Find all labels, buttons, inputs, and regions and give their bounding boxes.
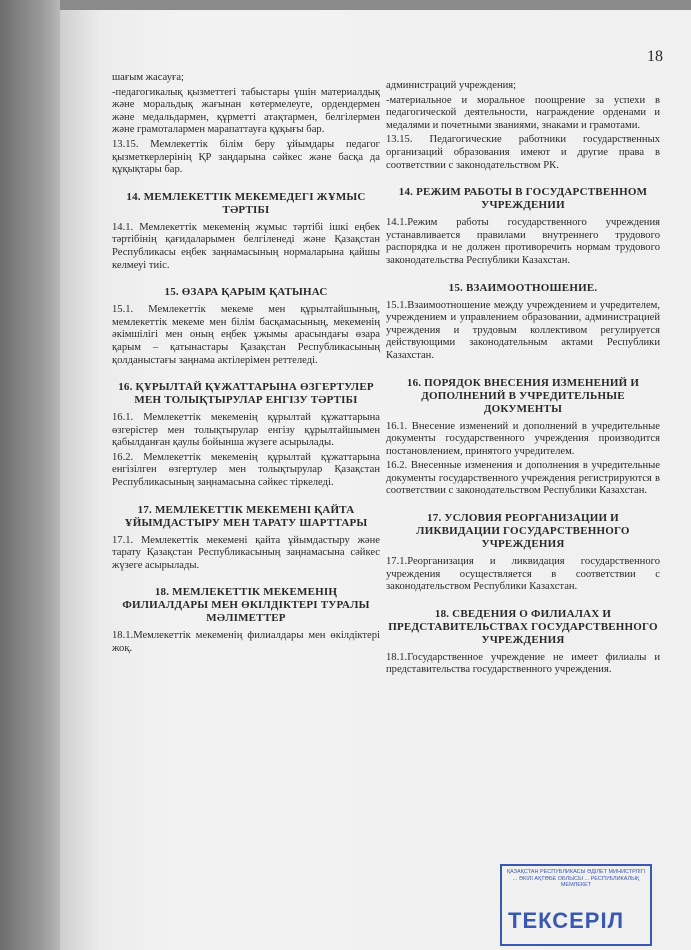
verification-stamp	[500, 864, 652, 946]
paragraph: 15.1. Мемлекеттік мекеме мен құрылтайшының, мемлекеттік мекеме мен білім басқамасының, мекеменің әкімшілігі мен оның еңбек ұжымы арасындағы өзара қарым – қатынастары Қазақстан Республикасының қолданыстағы заңнама актілерімен реттеледі.	[112, 304, 380, 366]
book-spine-shadow	[0, 0, 60, 950]
paragraph: -материальное и моральное поощрение за успехи в педагогической деятельности, награждение орденами и медалями и почетными званиями, знаками и грамотами.	[386, 94, 660, 131]
paragraph: 15.1.Взаимоотношение между учреждением и учредителем, учреждением и управлением образовании, администрацией учреждения и трудовым коллективом регулируется действующими законодательным актами Республики Казахстан.	[386, 299, 660, 361]
paragraph: 17.1. Мемлекеттік мекемені қайта ұйымдастыру және тарату Қазақстан Республикасының заңнамасына сәйкес жүзеге асырылады.	[112, 534, 380, 571]
section-heading: 18. СВЕДЕНИЯ О ФИЛИАЛАХ И ПРЕДСТАВИТЕЛЬСТВАХ ГОСУДАРСТВЕННОГО УЧРЕЖДЕНИЯ	[388, 607, 658, 646]
section-heading: 16. ҚҰРЫЛТАЙ ҚҰЖАТТАРЫНА ӨЗГЕРТУЛЕР МЕН ТОЛЫҚТЫРУЛАР ЕНГІЗУ ТӘРТІБІ	[118, 381, 374, 407]
paragraph: 16.2. Мемлекеттік мекеменің құрылтай құжаттарына енгізілген өзгертулер мен толықтырулар Қазақстан Республикасының заңнамасына сәйкес тіркеледі.	[112, 451, 380, 489]
section-heading: 18. МЕМЛЕКЕТТІК МЕКЕМЕНІҢ ФИЛИАЛДАРЫ МЕН ӨКІЛДІКТЕРІ ТУРАЛЫ МӘЛІМЕТТЕР	[122, 586, 370, 625]
paragraph: шағым жасауға;	[112, 72, 184, 83]
section-heading: 16. ПОРЯДОК ВНЕСЕНИЯ ИЗМЕНЕНИЙ И ДОПОЛНЕНИЙ В УЧРЕДИТЕЛЬНЫЕ ДОКУМЕНТЫ	[406, 376, 640, 415]
section-heading: 15. ӨЗАРА ҚАРЫМ ҚАТЫНАС	[164, 286, 328, 299]
paragraph: 18.1.Мемлекеттік мекеменің филиалдары мен өкілдіктері жоқ.	[112, 630, 380, 655]
page-number: 18	[647, 48, 663, 65]
section-heading: 14. МЕМЛЕКЕТТІК МЕКЕМЕДЕГІ ЖҰМЫС ТӘРТІБІ	[126, 190, 366, 216]
kazakh-column	[112, 72, 380, 658]
paragraph: 16.1. Мемлекеттік мекеменің құрылтай құжаттарына өзгерістер мен толықтырулар енгізу құрылтайшымен қабылданған қаулы бойынша жүзеге асырылады.	[112, 412, 380, 449]
paragraph: 17.1.Реорганизация и ликвидация государственного учреждения осуществляется в соответствии с законодательством Республики Казахстан.	[386, 556, 660, 593]
section-heading: 17. МЕМЛЕКЕТТІК МЕКЕМЕНІ ҚАЙТА ҰЙЫМДАСТЫРУ МЕН ТАРАТУ ШАРТТАРЫ	[124, 503, 368, 529]
russian-column	[386, 80, 660, 679]
paragraph: 14.1. Мемлекеттік мекеменің жұмыс тәртібі ішкі еңбек тәртібінің қағидаларымен белгіленеді және Қазақстан Республикасы еңбек заңнамасының нормаларына қайшы келмеуі тиіс.	[112, 221, 380, 271]
paragraph: 16.1. Внесение изменений и дополнений в учредительные документы государственного учреждения производится постановлением, принятого учредителем.	[386, 420, 660, 457]
paragraph: администраций учреждения;	[386, 80, 517, 91]
section-heading: 17. УСЛОВИЯ РЕОРГАНИЗАЦИИ И ЛИКВИДАЦИИ ГОСУДАРСТВЕННОГО УЧРЕЖДЕНИЯ	[416, 512, 630, 551]
paragraph: 16.2. Внесенные изменения и дополнения в учредительные документы государственного учреждения регистрируются в соответствии с законодательством Республики Казахстан.	[386, 460, 660, 497]
stamp-word: ТЕКСЕРІЛ	[508, 908, 625, 933]
section-heading: 15. ВЗАИМООТНОШЕНИЕ.	[448, 281, 598, 294]
paragraph: 13.15. Мемлекеттік білім беру ұйымдары педагог қызметкерлерінің ҚР заңдарына сәйкес және басқа да құқықтары бар.	[112, 138, 380, 176]
paragraph: 13.15. Педагогические работники государственных организаций образования имеют и другие права в соответствии с законодательством РК.	[386, 134, 660, 171]
paragraph: 14.1.Режим работы государственного учреждения устанавливается правилами внутреннего трудового распорядка и не должен противоречить нормам трудового законодательства Республики Казахстан.	[386, 217, 660, 266]
paragraph: 18.1.Государственное учреждение не имеет филиалы и представительства государственного учреждения.	[386, 651, 660, 676]
stamp-text: ҚАЗАҚСТАН РЕСПУБЛИКАСЫ ӘДІЛЕТ МИНИСТРЛІГІ ... ӘКІЛІ АҚТӨБЕ ОБЛЫСЫ ... РЕСПУБЛИКАЛЫҚ МЕМЛЕКЕТ	[506, 869, 646, 888]
section-heading: 14. РЕЖИМ РАБОТЫ В ГОСУДАРСТВЕННОМ УЧРЕЖДЕНИИ	[398, 186, 648, 212]
paragraph: -педагогикалық қызметтегі табыстары үшін материалдық және моральдық жағынан көтермелеуге, ордендермен және медальдармен, құрметті атақтармен, белгілермен және грамоталармен марапаттауға құқығы бар.	[112, 86, 380, 136]
